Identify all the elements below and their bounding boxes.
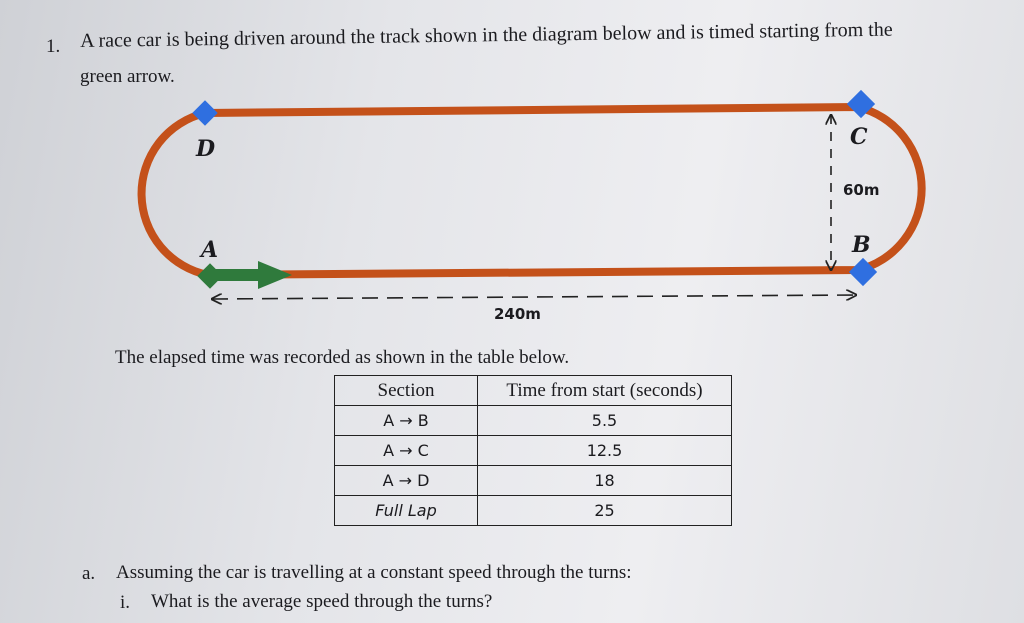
part-a-text: Assuming the car is travelling at a constant speed through the turns: — [116, 562, 632, 583]
point-label-c: C — [850, 124, 868, 150]
part-a-label: a. — [82, 563, 96, 584]
time-cell: 25 — [478, 496, 732, 526]
part-i-label: i. — [120, 592, 131, 613]
times-table — [334, 375, 732, 526]
elapsed-time-text: The elapsed time was recorded as shown in the table below. — [115, 347, 570, 368]
point-marker-d — [192, 100, 217, 125]
section-cell: A → B — [335, 406, 478, 436]
table-row — [335, 436, 732, 466]
point-label-d: D — [196, 136, 216, 162]
width-dimension-line — [212, 295, 856, 299]
question-number: 1. — [46, 36, 61, 57]
section-cell: Full Lap — [335, 496, 478, 526]
point-label-b: B — [852, 232, 871, 258]
width-label: 240m — [494, 305, 541, 323]
table-row — [335, 496, 732, 526]
table-row — [335, 466, 732, 496]
question-text-line2: green arrow. — [80, 66, 175, 87]
header-section: Section — [335, 376, 478, 406]
table-header-row — [335, 376, 732, 406]
section-cell: A → D — [335, 466, 478, 496]
table-row — [335, 406, 732, 436]
section-cell: A → C — [335, 436, 478, 466]
part-i-text: What is the average speed through the turns? — [151, 591, 493, 612]
time-cell: 18 — [478, 466, 732, 496]
point-label-a: A — [201, 237, 219, 263]
header-time: Time from start (seconds) — [478, 376, 732, 406]
height-label: 60m — [843, 181, 880, 199]
question-text-line1: A race car is being driven around the track shown in the diagram below and is timed starting from the — [80, 18, 893, 52]
time-cell: 12.5 — [478, 436, 732, 466]
time-cell: 5.5 — [478, 406, 732, 436]
race-track — [142, 107, 922, 275]
point-marker-a — [197, 263, 222, 288]
start-arrow-icon — [212, 261, 292, 289]
